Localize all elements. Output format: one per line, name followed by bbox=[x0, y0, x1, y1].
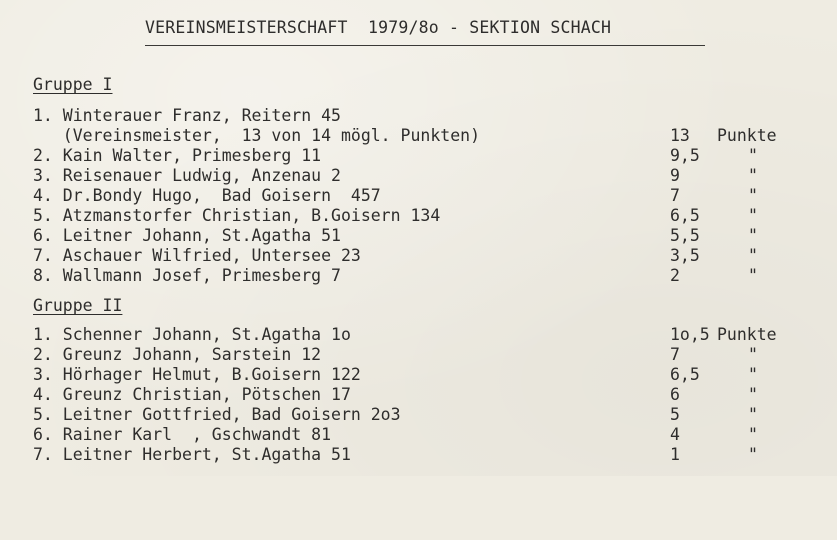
result-row bbox=[33, 405, 823, 425]
points-value: 2 bbox=[670, 266, 680, 285]
ditto-mark: " bbox=[748, 206, 758, 225]
result-row bbox=[33, 266, 823, 286]
ditto-mark: " bbox=[748, 345, 758, 364]
player-entry: 8. Wallmann Josef, Primesberg 7 bbox=[33, 266, 341, 285]
points-value: 5 bbox=[670, 405, 680, 424]
player-entry: 3. Hörhager Helmut, B.Goisern 122 bbox=[33, 365, 361, 384]
player-entry: 5. Atzmanstorfer Christian, B.Goisern 134 bbox=[33, 206, 441, 225]
ditto-mark: " bbox=[748, 146, 758, 165]
document-title: VEREINSMEISTERSCHAFT 1979/8o - SEKTION SCHACH bbox=[145, 18, 612, 37]
player-entry: 6. Rainer Karl , Gschwandt 81 bbox=[33, 425, 332, 444]
result-row bbox=[33, 425, 823, 445]
player-entry: 7. Leitner Herbert, St.Agatha 51 bbox=[33, 445, 351, 464]
player-entry: 6. Leitner Johann, St.Agatha 51 bbox=[33, 226, 341, 245]
ditto-mark: " bbox=[748, 226, 758, 245]
result-row bbox=[33, 166, 823, 186]
player-entry: 1. Winterauer Franz, Reitern 45 bbox=[33, 106, 341, 125]
result-row bbox=[33, 106, 823, 126]
points-value: 7 bbox=[670, 345, 680, 364]
points-value: 7 bbox=[670, 186, 680, 205]
result-row bbox=[33, 206, 823, 226]
ditto-mark: " bbox=[748, 186, 758, 205]
points-unit: Punkte bbox=[717, 126, 777, 145]
player-entry: 2. Kain Walter, Primesberg 11 bbox=[33, 146, 322, 165]
points-value: 9,5 bbox=[670, 146, 700, 165]
player-entry: 3. Reisenauer Ludwig, Anzenau 2 bbox=[33, 166, 341, 185]
player-entry: 7. Aschauer Wilfried, Untersee 23 bbox=[33, 246, 361, 265]
group-heading-2: Gruppe II bbox=[33, 296, 123, 315]
ditto-mark: " bbox=[748, 385, 758, 404]
result-row bbox=[33, 186, 823, 206]
ditto-mark: " bbox=[748, 425, 758, 444]
player-entry: 1. Schenner Johann, St.Agatha 1o bbox=[33, 325, 351, 344]
result-row bbox=[33, 365, 823, 385]
ditto-mark: " bbox=[748, 246, 758, 265]
result-row bbox=[33, 325, 823, 345]
points-value: 6,5 bbox=[670, 206, 700, 225]
ditto-mark: " bbox=[748, 266, 758, 285]
result-row bbox=[33, 246, 823, 266]
player-entry: 4. Dr.Bondy Hugo, Bad Goisern 457 bbox=[33, 186, 381, 205]
points-value: 3,5 bbox=[670, 246, 700, 265]
points-unit: Punkte bbox=[717, 325, 777, 344]
title-underline bbox=[145, 45, 705, 46]
result-row bbox=[33, 126, 823, 146]
player-entry: 5. Leitner Gottfried, Bad Goisern 2o3 bbox=[33, 405, 401, 424]
result-row bbox=[33, 345, 823, 365]
points-value: 1o,5 bbox=[670, 325, 710, 344]
ditto-mark: " bbox=[748, 166, 758, 185]
ditto-mark: " bbox=[748, 365, 758, 384]
result-row bbox=[33, 226, 823, 246]
points-value: 1 bbox=[670, 445, 680, 464]
points-value: 13 bbox=[670, 126, 690, 145]
player-entry: 4. Greunz Christian, Pötschen 17 bbox=[33, 385, 351, 404]
player-entry: (Vereinsmeister, 13 von 14 mögl. Punkten) bbox=[33, 126, 481, 145]
points-value: 5,5 bbox=[670, 226, 700, 245]
result-row bbox=[33, 385, 823, 405]
group-heading-1: Gruppe I bbox=[33, 75, 113, 94]
result-row bbox=[33, 445, 823, 465]
ditto-mark: " bbox=[748, 405, 758, 424]
result-row bbox=[33, 146, 823, 166]
player-entry: 2. Greunz Johann, Sarstein 12 bbox=[33, 345, 322, 364]
points-value: 4 bbox=[670, 425, 680, 444]
ditto-mark: " bbox=[748, 445, 758, 464]
points-value: 9 bbox=[670, 166, 680, 185]
points-value: 6 bbox=[670, 385, 680, 404]
points-value: 6,5 bbox=[670, 365, 700, 384]
